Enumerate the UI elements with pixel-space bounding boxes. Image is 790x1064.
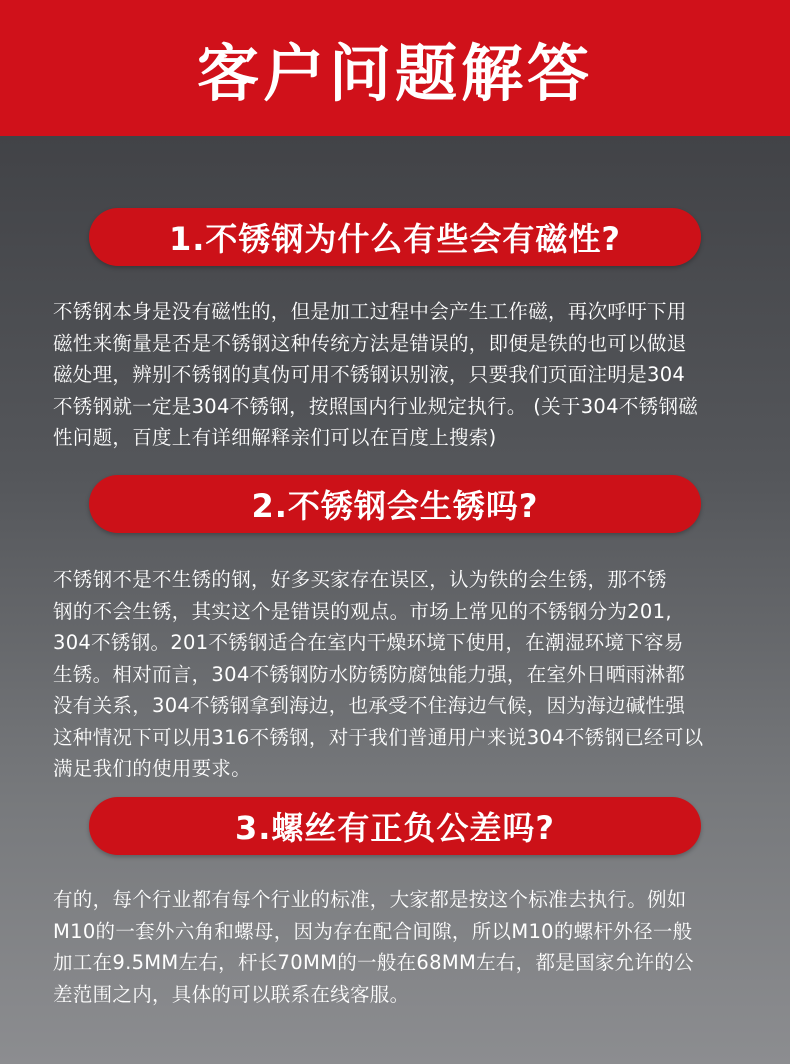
faq-question-2-text: 2.不锈钢会生锈吗? <box>251 487 539 525</box>
faq-answer-3: 有的，每个行业都有每个行业的标准，大家都是按这个标准去执行。例如 M10的一套外六角和螺母，因为存在配合间隙，所以M10的螺杆外径一般 加工在9.5MM左右，杆长70MM的一般在68MM左右，都是国家允许的公 差范围之内，具体的可以联系在线客服。 <box>53 888 694 1006</box>
faq-question-1 <box>89 208 701 266</box>
faq-question-3-text: 3.螺丝有正负公差吗? <box>235 809 555 847</box>
faq-question-1-text: 1.不锈钢为什么有些会有磁性? <box>169 220 621 258</box>
faq-answer-2: 不锈钢不是不生锈的钢，好多买家存在误区，认为铁的会生锈，那不锈 钢的不会生锈，其实这个是错误的观点。市场上常见的不锈钢分为201, 304不锈钢。201不锈钢适合在室内干燥环境下使用，在潮湿环境下容易 生锈。相对而言，304不锈钢防水防锈防腐蚀能力强，在室外日晒雨淋都 没有关系，304不锈钢拿到海边，也承受不住海边气候，因为海边碱性强 这种情况下可以用316不锈钢，对于我们普通用户来说304不锈钢已经可以 满足我们的使用要求。 <box>53 568 704 780</box>
header-banner <box>0 0 790 136</box>
faq-question-2 <box>89 475 701 533</box>
faq-answer-1: 不锈钢本身是没有磁性的，但是加工过程中会产生工作磁，再次呼吁下用 磁性来衡量是否是不锈钢这种传统方法是错误的，即便是铁的也可以做退 磁处理，辨别不锈钢的真伪可用不锈钢识别液，只要我们页面注明是304 不锈钢就一定是304不锈钢，按照国内行业规定执行。 (关于304不锈钢磁 性问题，百度上有详细解释亲们可以在百度上搜索) <box>53 300 699 449</box>
page-title: 客户问题解答 <box>196 36 593 110</box>
faq-question-3 <box>89 797 701 855</box>
